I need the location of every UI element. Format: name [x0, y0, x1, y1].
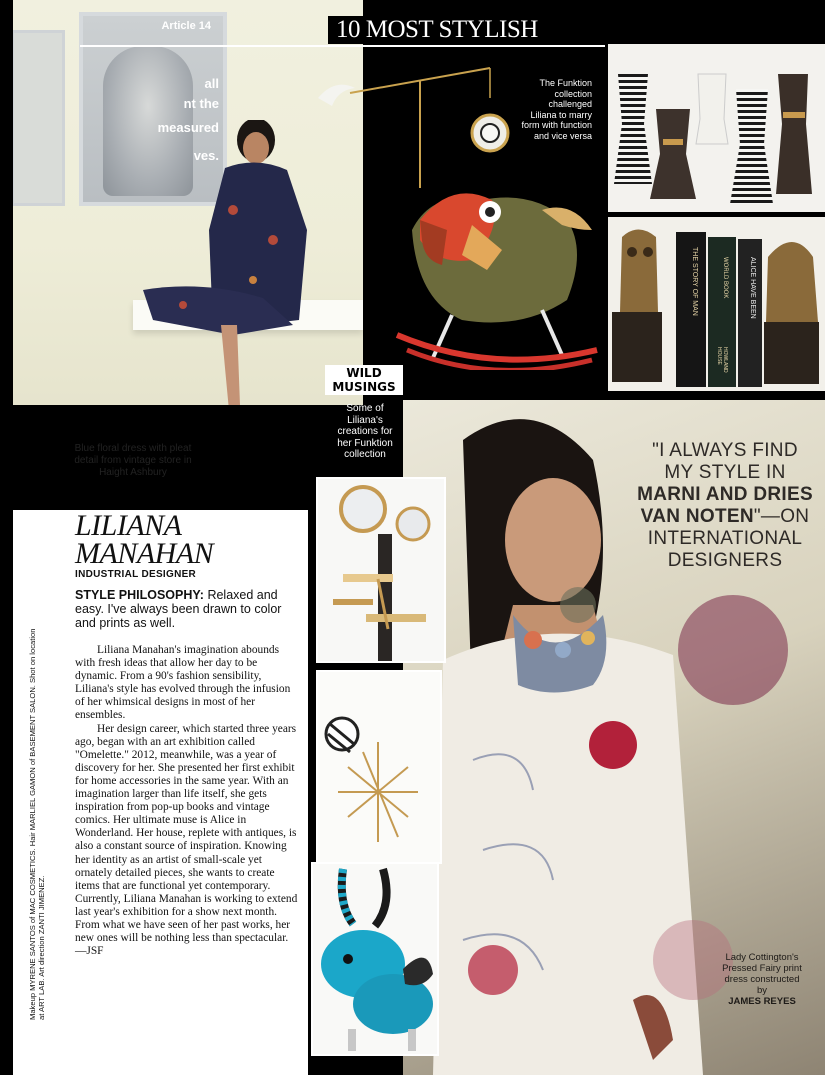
style-philosophy-label: STYLE PHILOSOPHY: — [75, 588, 204, 602]
poster-line: all — [204, 76, 219, 91]
lady-caption-credit: JAMES REYES — [728, 996, 796, 1007]
article-body — [75, 644, 299, 958]
poster-line: nt the — [183, 96, 219, 111]
poster-line: ves. — [193, 148, 219, 163]
blue-animal-illustration — [313, 864, 437, 1054]
wild-label-line1: WILD — [346, 366, 382, 380]
striped-vases-illustration — [608, 44, 825, 212]
photo-credits — [28, 540, 44, 1020]
creation-mirror-photo — [316, 477, 446, 663]
article-paragraph: Her design career, which started three years ago, began with an art exhibition called "Omelette." 2012, meanwhile, was a year of discovery for her. She presented her first exhibit for home accessories in the same year. With an imagination larger than life itself, she gets inspiration from pop-up books and vintage comics. Her ultimate muse is Alice in Wonderland. Her house, replete with antiques, is also a constant source of inspiration. Knowing her identity as an artist of small-scale yet ornately detailed pieces, she wants to create items that are functional yet contemporary. Currently, Liliana Manahan is working to extend last year's exhibition for a show next month. From what we have seen of her past works, her new ones will be nothing less than spectacular.—JSF — [75, 722, 298, 958]
poster-title-text: Article 14 — [161, 20, 211, 32]
wall-poster-left — [13, 30, 65, 206]
creation-star-mirror-photo — [316, 670, 442, 864]
style-philosophy-text: Relaxed and easy. I've always been drawn to color and prints as well. — [75, 588, 282, 630]
pull-quote-designers: MARNI AND DRIES VAN NOTEN — [637, 484, 813, 527]
pull-quote-open: "I ALWAYS FIND MY STYLE IN — [652, 440, 798, 483]
mirror-stand-illustration — [318, 479, 444, 661]
rocking-bird-illustration — [392, 170, 602, 370]
profile-role: INDUSTRIAL DESIGNER — [75, 569, 197, 580]
section-title: 10 MOST STYLISH — [328, 16, 546, 44]
photo-credits-line2: at ART LAB. Art direction ZANTI JIMENEZ. — [37, 875, 46, 1020]
star-mirror-illustration — [318, 672, 440, 862]
article-paragraph: Liliana Manahan's imagination abounds with fresh ideas that allow her day to be dynamic. From a 90's fashion sensibility, Liliana's style has evolved through the infusion of her whimsical designs in most of her ensembles. — [75, 644, 291, 722]
profile-name-line1: LILIANA — [75, 509, 182, 542]
wild-label-line2: MUSINGS — [332, 380, 396, 394]
funktion-caption: The Funktion collection challenged Liliana to marry form with function and vice versa — [521, 78, 592, 141]
wild-musings-label — [325, 365, 403, 395]
pull-quote-close: "—ON INTERNATIONAL DESIGNERS — [647, 506, 810, 571]
bookends-photo — [608, 217, 825, 391]
book-spine-4: HOWLAND HOUSE — [716, 347, 728, 373]
book-spine-3: ALICE HAVE BEEN — [749, 257, 756, 319]
striped-vases-photo — [608, 44, 825, 212]
style-philosophy — [75, 588, 285, 630]
poster-line: measured — [157, 120, 219, 135]
lady-caption-text: Lady Cottington's Pressed Fairy print dress constructed by — [722, 952, 802, 996]
header-rule — [80, 45, 605, 47]
pull-quote — [635, 440, 815, 572]
dress-caption: Blue floral dress with pleat detail from vintage store in Haight Ashbury — [74, 443, 192, 478]
book-spine-1: THE STORY OF MAN — [691, 247, 698, 316]
lady-caption — [720, 952, 804, 1007]
book-spine-2: WORLD BOOK — [722, 257, 728, 299]
creation-animal-photo — [311, 862, 439, 1056]
profile-name — [75, 509, 214, 570]
wild-musings-caption: Some of Liliana's creations for her Funktion collection — [337, 403, 393, 460]
profile-name-line2: MANAHAN — [75, 537, 214, 570]
photo-credits-line1: Makeup MYRENE SANTOS of MAC COSMETICS. Hair MARLIEL GAMON of BASEMENT SALON. Shot on location — [28, 628, 37, 1020]
funktion-mobile-illustration — [310, 48, 520, 188]
